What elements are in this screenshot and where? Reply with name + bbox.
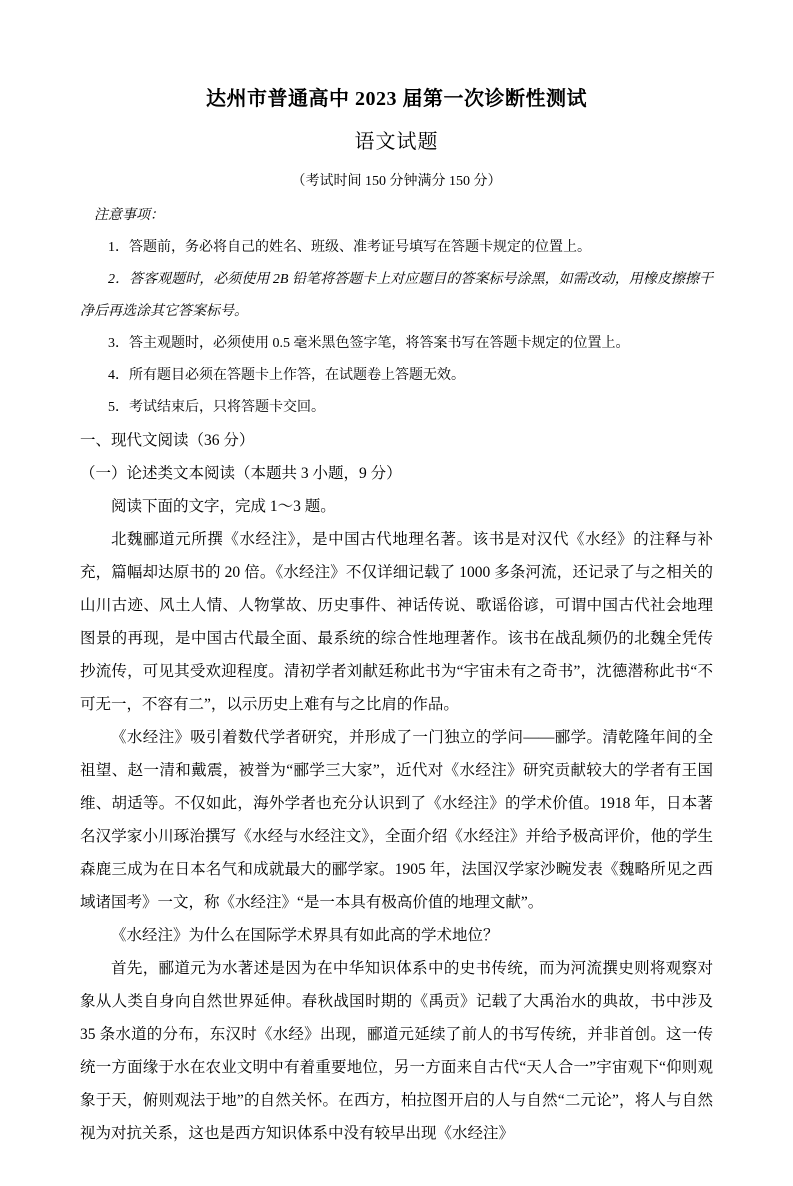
passage-paragraph: 首先，郦道元为水著述是因为在中华知识体系中的史书传统，而为河流撰史则将观察对象从人类自身向自然世界延伸。春秋战国时期的《禹贡》记载了大禹治水的典故，书中涉及 35 条水道的分布，东汉时《水经》出现，郦道元延续了前人的书写传统，并非首创。这一传统一方面缘于水在农业文明中有着重要地位，另一方面来自古代“天人合一”宇宙观下“仰则观象于天，俯则观法于地”的自然关怀。在西方，柏拉图开启的人与自然“二元论”，将人与自然视为对抗关系，这也是西方知识体系中没有较早出现《水经注》 [80, 960, 713, 1142]
notice-list [80, 232, 713, 424]
passage-paragraph: 《水经注》为什么在国际学术界具有如此高的学术地位？ [111, 927, 499, 944]
section-heading: 一、现代文阅读（36 分） [80, 432, 255, 449]
notice-item: 4．所有题目必须在答题卡上作答，在试题卷上答题无效。 [108, 368, 465, 383]
passage-paragraph: 《水经注》吸引着数代学者研究，并形成了一门独立的学问——郦学。清乾隆年间的全祖望、赵一清和戴震，被誉为“郦学三大家”，近代对《水经注》研究贡献较大的学者有王国维、胡适等。不仅如此，海外学者也充分认识到了《水经注》的学术价值。1918 年，日本著名汉学家小川琢治撰写《水经与水经注文》，全面介绍《水经注》并给予极高评价，他的学生森鹿三成为在日本名气和成就最大的郦学家。1905 年，法国汉学家沙畹发表《魏略所见之西域诸国考》一文，称《水经注》“是一本具有极高价值的地理文献”。 [80, 729, 713, 911]
notice-item: 2．答客观题时，必须使用 2B 铅笔将答题卡上对应题目的答案标号涂黑，如需改动，用橡皮擦擦干净后再选涂其它答案标号。 [80, 272, 713, 319]
notice-item: 5．考试结束后，只将答题卡交回。 [108, 400, 325, 415]
notice-heading: 注意事项： [94, 208, 164, 223]
notice-item: 3．答主观题时，必须使用 0.5 毫米黑色签字笔，将答案书写在答题卡规定的位置上。 [108, 336, 630, 351]
passage-paragraph: 北魏郦道元所撰《水经注》，是中国古代地理名著。该书是对汉代《水经》的注释与补充，篇幅却达原书的 20 倍。《水经注》不仅详细记载了 1000 多条河流，还记录了与之相关的山川古迹、风土人情、人物掌故、历史事件、神话传说、歌谣俗谚，可谓中国古代社会地理图景的再现，是中国古代最全面、最系统的综合性地理著作。该书在战乱频仍的北魏全凭传抄流传，可见其受欢迎程度。清初学者刘献廷称此书为“宇宙未有之奇书”，沈德潜称此书“不可无一，不容有二”，以示历史上难有与之比肩的作品。 [80, 531, 713, 713]
exam-info: （考试时间 150 分钟满分 150 分） [291, 174, 502, 189]
paper-title: 达州市普通高中 2023 届第一次诊断性测试 [206, 88, 587, 110]
subsection-heading: （一）论述类文本阅读（本题共 3 小题，9 分） [80, 465, 402, 482]
paper-subtitle: 语文试题 [354, 131, 439, 153]
reading-instruction: 阅读下面的文字，完成 1～3 题。 [111, 498, 336, 515]
passage-body [80, 523, 713, 1150]
notice-item: 1．答题前，务必将自己的姓名、班级、准考证号填写在答题卡规定的位置上。 [108, 240, 591, 255]
